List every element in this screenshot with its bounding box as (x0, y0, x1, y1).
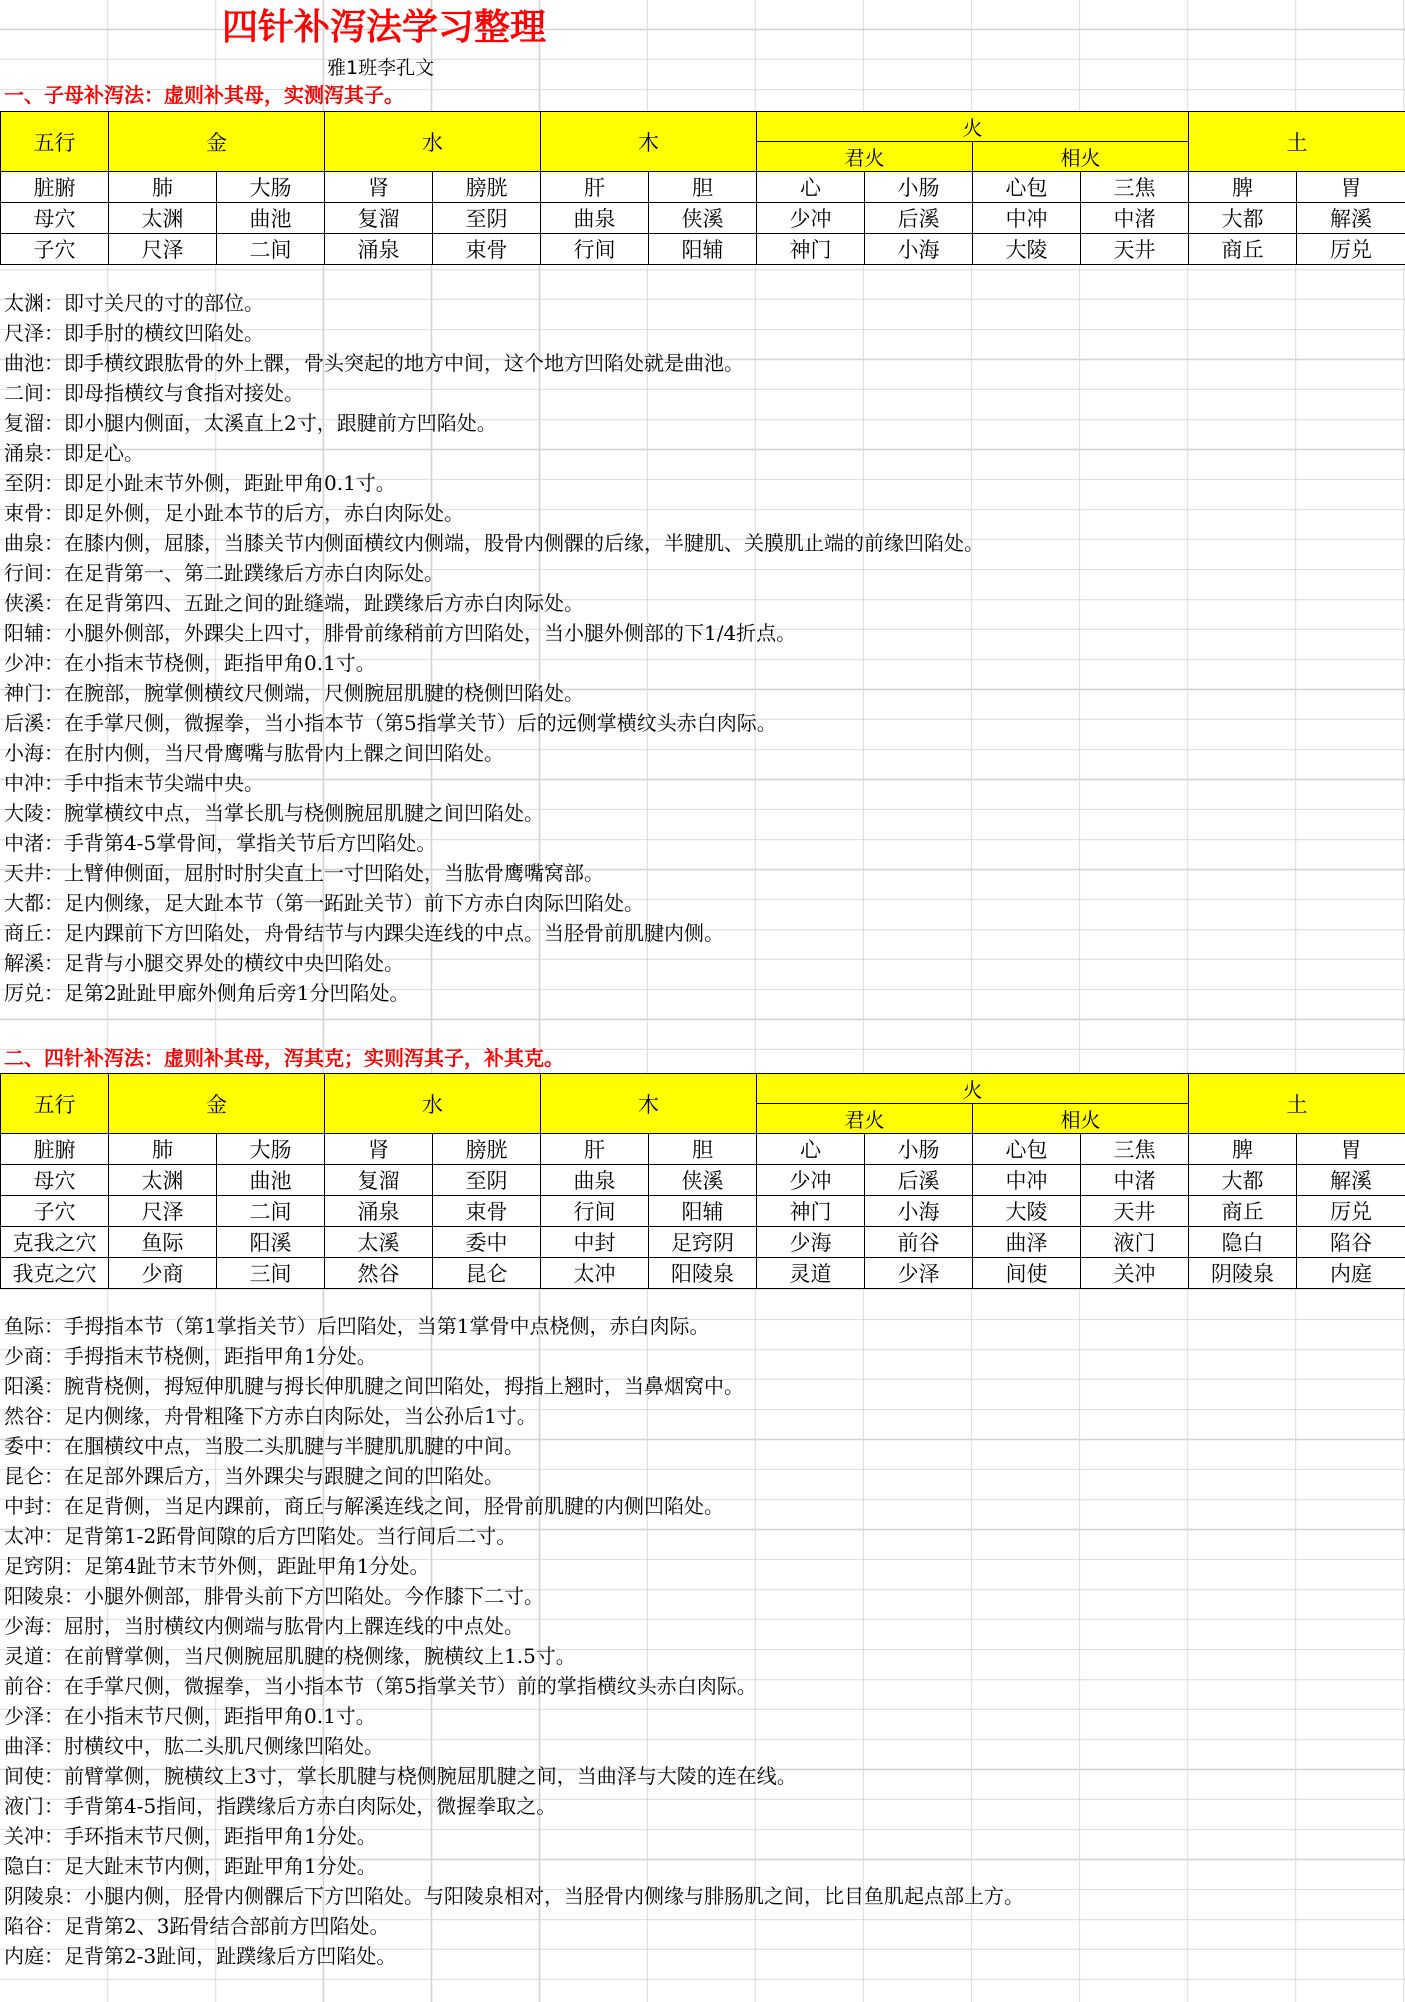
table-cell: 少商 (109, 1258, 217, 1289)
note-line: 关冲：手环指末节尺侧，距指甲角1分处。 (4, 1824, 377, 1848)
table-cell: 膀胱 (433, 172, 541, 203)
table-cell: 大陵 (973, 1196, 1081, 1227)
note-line: 前谷：在手掌尺侧，微握拳，当小指本节（第5指掌关节）前的掌指横纹头赤白肉际。 (4, 1674, 757, 1698)
note-line: 至阴：即足小趾末节外侧，距趾甲角0.1寸。 (4, 471, 396, 495)
note-line: 复溜：即小腿内侧面，太溪直上2寸，跟腱前方凹陷处。 (4, 411, 497, 435)
note-line: 涌泉：即足心。 (4, 441, 144, 465)
note-line: 二间：即母指横纹与食指对接处。 (4, 381, 304, 405)
table-cell: 尺泽 (109, 1196, 217, 1227)
table-cell: 太溪 (325, 1227, 433, 1258)
note-line: 中渚：手背第4-5掌骨间，掌指关节后方凹陷处。 (4, 831, 437, 855)
table-row (1, 234, 1405, 265)
table-cell: 厉兑 (1297, 1196, 1405, 1227)
note-line: 大都：足内侧缘，足大趾本节（第一跖趾关节）前下方赤白肉际凹陷处。 (4, 891, 644, 915)
table-cell: 三间 (217, 1258, 325, 1289)
note-line: 太冲：足背第1-2跖骨间隙的后方凹陷处。当行间后二寸。 (4, 1524, 517, 1548)
table-cell: 然谷 (325, 1258, 433, 1289)
header-shui: 水 (325, 112, 541, 172)
note-line: 灵道：在前臂掌侧，当尺侧腕屈肌腱的桡侧缘，腕横纹上1.5寸。 (4, 1644, 576, 1668)
table-cell: 束骨 (433, 234, 541, 265)
row-label-cell: 母穴 (1, 203, 109, 234)
table-cell: 心包 (973, 1134, 1081, 1165)
table-cell: 商丘 (1189, 1196, 1297, 1227)
note-line: 陷谷：足背第2、3跖骨结合部前方凹陷处。 (4, 1914, 390, 1938)
section1-notes (4, 285, 984, 1005)
table-cell: 少海 (757, 1227, 865, 1258)
table-cell: 肺 (109, 172, 217, 203)
table-cell: 大肠 (217, 1134, 325, 1165)
note-line: 行间：在足背第一、第二趾蹼缘后方赤白肉际处。 (4, 561, 444, 585)
section2-table (0, 1073, 1405, 1289)
table-cell: 大都 (1189, 1165, 1297, 1196)
table-cell: 至阴 (433, 203, 541, 234)
table-cell: 前谷 (865, 1227, 973, 1258)
table-cell: 中封 (541, 1227, 649, 1258)
note-line: 中封：在足背侧，当足内踝前，商丘与解溪连线之间，胫骨前肌腱的内侧凹陷处。 (4, 1494, 724, 1518)
note-line: 少冲：在小指末节桡侧，距指甲角0.1寸。 (4, 651, 376, 675)
note-line: 厉兑：足第2趾趾甲廊外侧角后旁1分凹陷处。 (4, 981, 410, 1005)
note-line: 太渊：即寸关尺的寸的部位。 (4, 291, 264, 315)
section1-rows (1, 172, 1405, 265)
table-cell: 尺泽 (109, 234, 217, 265)
table-cell: 内庭 (1297, 1258, 1405, 1289)
table-cell: 胃 (1297, 172, 1405, 203)
table-cell: 委中 (433, 1227, 541, 1258)
table-cell: 曲池 (217, 203, 325, 234)
table-cell: 脾 (1189, 1134, 1297, 1165)
header-xianghuo: 相火 (973, 142, 1189, 172)
table-row (1, 1258, 1405, 1289)
table-cell: 后溪 (865, 203, 973, 234)
table-cell: 小肠 (865, 172, 973, 203)
table-row (1, 1196, 1405, 1227)
section1-table (0, 111, 1405, 265)
table-cell: 足窍阴 (649, 1227, 757, 1258)
note-line: 侠溪：在足背第四、五趾之间的趾缝端，趾蹼缘后方赤白肉际处。 (4, 591, 584, 615)
header-xianghuo: 相火 (973, 1104, 1189, 1134)
table-cell: 脾 (1189, 172, 1297, 203)
note-line: 大陵：腕掌横纹中点，当掌长肌与桡侧腕屈肌腱之间凹陷处。 (4, 801, 544, 825)
table-cell: 涌泉 (325, 234, 433, 265)
header-huo: 火 (757, 1074, 1189, 1104)
table-cell: 阴陵泉 (1189, 1258, 1297, 1289)
note-line: 鱼际：手拇指本节（第1掌指关节）后凹陷处，当第1掌骨中点桡侧，赤白肉际。 (4, 1314, 710, 1338)
note-line: 商丘：足内踝前下方凹陷处，舟骨结节与内踝尖连线的中点。当胫骨前肌腱内侧。 (4, 921, 724, 945)
table-cell: 小肠 (865, 1134, 973, 1165)
table-cell: 大陵 (973, 234, 1081, 265)
table-cell: 解溪 (1297, 203, 1405, 234)
table-cell: 神门 (757, 234, 865, 265)
header-tu: 土 (1189, 1074, 1405, 1134)
header-shui: 水 (325, 1074, 541, 1134)
table-cell: 鱼际 (109, 1227, 217, 1258)
row-label-cell: 母穴 (1, 1165, 109, 1196)
table-cell: 天井 (1081, 234, 1189, 265)
header-mu: 木 (541, 112, 757, 172)
table-cell: 少冲 (757, 203, 865, 234)
table-cell: 小海 (865, 1196, 973, 1227)
note-line: 内庭：足背第2-3趾间，趾蹼缘后方凹陷处。 (4, 1944, 397, 1968)
row-label-cell: 脏腑 (1, 1134, 109, 1165)
note-line: 神门：在腕部，腕掌侧横纹尺侧端，尺侧腕屈肌腱的桡侧凹陷处。 (4, 681, 584, 705)
table-cell: 小海 (865, 234, 973, 265)
table-cell: 神门 (757, 1196, 865, 1227)
table-cell: 曲池 (217, 1165, 325, 1196)
note-line: 小海：在肘内侧，当尺骨鹰嘴与肱骨内上髁之间凹陷处。 (4, 741, 504, 765)
table-cell: 肺 (109, 1134, 217, 1165)
table-cell: 曲泉 (541, 203, 649, 234)
table-cell: 胆 (649, 1134, 757, 1165)
table-row (1, 1227, 1405, 1258)
row-label-cell: 子穴 (1, 1196, 109, 1227)
note-line: 少商：手拇指末节桡侧，距指甲角1分处。 (4, 1344, 377, 1368)
header-huo: 火 (757, 112, 1189, 142)
table-cell: 昆仑 (433, 1258, 541, 1289)
note-line: 阴陵泉：小腿内侧，胫骨内侧髁后下方凹陷处。与阳陵泉相对，当胫骨内侧缘与腓肠肌之间，比目鱼肌起点部上方。 (4, 1884, 1024, 1908)
note-line: 曲泽：肘横纹中，肱二头肌尺侧缘凹陷处。 (4, 1734, 384, 1758)
table-cell: 膀胱 (433, 1134, 541, 1165)
table-cell: 间使 (973, 1258, 1081, 1289)
row-label-cell: 我克之穴 (1, 1258, 109, 1289)
row-label-cell: 脏腑 (1, 172, 109, 203)
table-cell: 胃 (1297, 1134, 1405, 1165)
table-cell: 阳辅 (649, 1196, 757, 1227)
header-wuxing: 五行 (1, 1074, 109, 1134)
note-line: 阳辅：小腿外侧部，外踝尖上四寸，腓骨前缘稍前方凹陷处，当小腿外侧部的下1/4折点。 (4, 621, 797, 645)
table-row (1, 1134, 1405, 1165)
table-cell: 肾 (325, 172, 433, 203)
note-line: 曲泉：在膝内侧，屈膝，当膝关节内侧面横纹内侧端，股骨内侧髁的后缘，半腱肌、关膜肌止端的前缘凹陷处。 (4, 531, 984, 555)
page-title: 四针补泻法学习整理 (222, 7, 547, 48)
note-line: 阳陵泉：小腿外侧部，腓骨头前下方凹陷处。今作膝下二寸。 (4, 1584, 544, 1608)
row-label-cell: 克我之穴 (1, 1227, 109, 1258)
note-line: 尺泽：即手肘的横纹凹陷处。 (4, 321, 264, 345)
table-cell: 行间 (541, 234, 649, 265)
note-line: 然谷：足内侧缘，舟骨粗隆下方赤白肉际处，当公孙后1寸。 (4, 1404, 537, 1428)
table-cell: 二间 (217, 1196, 325, 1227)
table-cell: 后溪 (865, 1165, 973, 1196)
table-cell: 心 (757, 172, 865, 203)
note-line: 曲池：即手横纹跟肱骨的外上髁，骨头突起的地方中间，这个地方凹陷处就是曲池。 (4, 351, 744, 375)
table-cell: 中渚 (1081, 1165, 1189, 1196)
section2-heading: 二、四针补泻法：虚则补其母，泻其克；实则泻其子，补其克。 (4, 1046, 564, 1070)
header-junhuo: 君火 (757, 1104, 973, 1134)
table-cell: 中冲 (973, 1165, 1081, 1196)
note-line: 委中：在腘横纹中点，当股二头肌腱与半腱肌肌腱的中间。 (4, 1434, 524, 1458)
author-label: 雅1班李孔文 (327, 57, 435, 79)
header-jin: 金 (109, 1074, 325, 1134)
table-cell: 胆 (649, 172, 757, 203)
table-cell: 隐白 (1189, 1227, 1297, 1258)
header-junhuo: 君火 (757, 142, 973, 172)
table-cell: 曲泉 (541, 1165, 649, 1196)
header-wuxing: 五行 (1, 112, 109, 172)
table-row (1, 172, 1405, 203)
table-cell: 复溜 (325, 1165, 433, 1196)
table-cell: 太渊 (109, 1165, 217, 1196)
table-row (1, 203, 1405, 234)
note-line: 解溪：足背与小腿交界处的横纹中央凹陷处。 (4, 951, 404, 975)
table-cell: 液门 (1081, 1227, 1189, 1258)
note-line: 阳溪：腕背桡侧，拇短伸肌腱与拇长伸肌腱之间凹陷处，拇指上翘时，当鼻烟窝中。 (4, 1374, 744, 1398)
table-cell: 侠溪 (649, 1165, 757, 1196)
table-cell: 侠溪 (649, 203, 757, 234)
table-cell: 解溪 (1297, 1165, 1405, 1196)
note-line: 昆仑：在足部外踝后方，当外踝尖与跟腱之间的凹陷处。 (4, 1464, 504, 1488)
table-cell: 肝 (541, 172, 649, 203)
table-cell: 阳辅 (649, 234, 757, 265)
table-cell: 阳陵泉 (649, 1258, 757, 1289)
table-cell: 太渊 (109, 203, 217, 234)
table-cell: 束骨 (433, 1196, 541, 1227)
section1-heading: 一、子母补泻法：虚则补其母，实测泻其子。 (4, 83, 404, 107)
table-cell: 天井 (1081, 1196, 1189, 1227)
table-cell: 三焦 (1081, 172, 1189, 203)
note-line: 少泽：在小指末节尺侧，距指甲角0.1寸。 (4, 1704, 376, 1728)
table-cell: 大都 (1189, 203, 1297, 234)
note-line: 足窍阴：足第4趾节末节外侧，距趾甲角1分处。 (4, 1554, 430, 1578)
table-row (1, 1165, 1405, 1196)
table-cell: 中渚 (1081, 203, 1189, 234)
note-line: 天井：上臂伸侧面，屈肘时肘尖直上一寸凹陷处，当肱骨鹰嘴窝部。 (4, 861, 604, 885)
header-mu: 木 (541, 1074, 757, 1134)
table-cell: 复溜 (325, 203, 433, 234)
table-cell: 关冲 (1081, 1258, 1189, 1289)
note-line: 间使：前臂掌侧，腕横纹上3寸，掌长肌腱与桡侧腕屈肌腱之间，当曲泽与大陵的连在线。 (4, 1764, 797, 1788)
note-line: 隐白：足大趾末节内侧，距趾甲角1分处。 (4, 1854, 377, 1878)
table-cell: 厉兑 (1297, 234, 1405, 265)
section2-rows (1, 1134, 1405, 1289)
note-line: 后溪：在手掌尺侧，微握拳，当小指本节（第5指掌关节）后的远侧掌横纹头赤白肉际。 (4, 711, 777, 735)
table-cell: 行间 (541, 1196, 649, 1227)
note-line: 中冲：手中指末节尖端中央。 (4, 771, 264, 795)
table-cell: 二间 (217, 234, 325, 265)
table-cell: 肝 (541, 1134, 649, 1165)
table-cell: 太冲 (541, 1258, 649, 1289)
table-cell: 阳溪 (217, 1227, 325, 1258)
table-cell: 少冲 (757, 1165, 865, 1196)
note-line: 少海：屈肘，当肘横纹内侧端与肱骨内上髁连线的中点处。 (4, 1614, 524, 1638)
table-cell: 曲泽 (973, 1227, 1081, 1258)
table-cell: 灵道 (757, 1258, 865, 1289)
table-cell: 少泽 (865, 1258, 973, 1289)
section2-notes (4, 1308, 1024, 1968)
header-tu: 土 (1189, 112, 1405, 172)
table-cell: 涌泉 (325, 1196, 433, 1227)
table-cell: 心包 (973, 172, 1081, 203)
table-cell: 陷谷 (1297, 1227, 1405, 1258)
table-cell: 肾 (325, 1134, 433, 1165)
row-label-cell: 子穴 (1, 234, 109, 265)
table-cell: 三焦 (1081, 1134, 1189, 1165)
table-cell: 心 (757, 1134, 865, 1165)
note-line: 束骨：即足外侧，足小趾本节的后方，赤白肉际处。 (4, 501, 464, 525)
table-cell: 中冲 (973, 203, 1081, 234)
note-line: 液门：手背第4-5指间，指蹼缘后方赤白肉际处，微握拳取之。 (4, 1794, 557, 1818)
table-cell: 至阴 (433, 1165, 541, 1196)
header-jin: 金 (109, 112, 325, 172)
table-cell: 大肠 (217, 172, 325, 203)
table-cell: 商丘 (1189, 234, 1297, 265)
